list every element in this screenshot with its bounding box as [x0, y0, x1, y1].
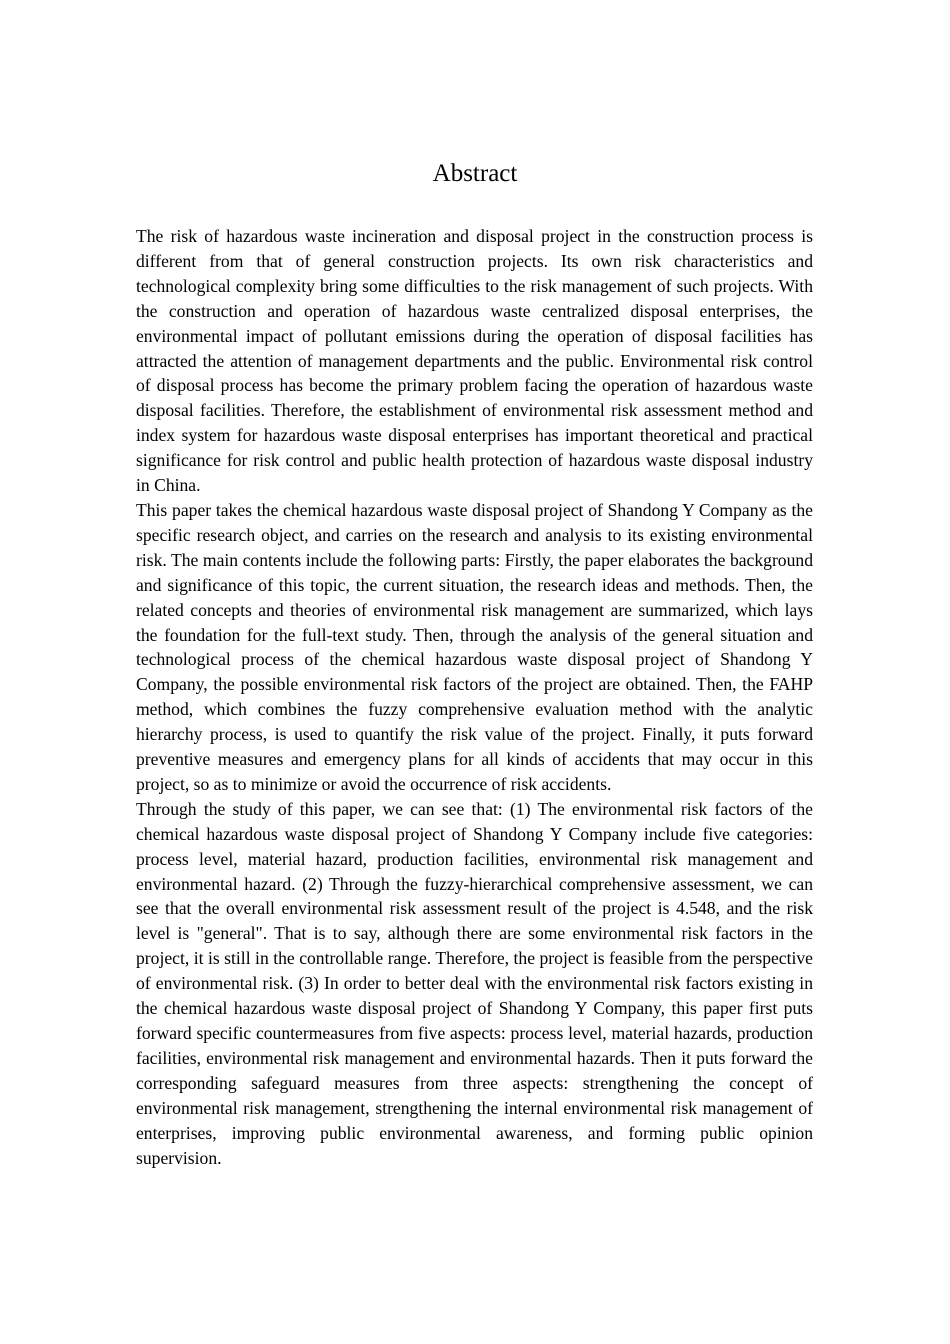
abstract-paragraph-3: Through the study of this paper, we can see that: (1) The environmental risk factors of the chemical hazardous waste disposal project of Shandong Y Company include five categories: process level, material hazard, production facilities, environmental risk management and environmental hazard. (2) Through the fuzzy-hierarchical comprehensive assessment, we can see that the overall environmental risk assessment result of the project is 4.548, and the risk level is "general". That is to say, although there are some environmental risk factors in the project, it is still in the controllable range. Therefore, the project is feasible from the perspective of environmental risk. (3) In order to better deal with the environmental risk factors existing in the chemical hazardous waste disposal project of Shandong Y Company, this paper first puts forward specific countermeasures from five aspects: process level, material hazards, production facilities, environmental risk management and environmental hazards. Then it puts forward the corresponding safeguard measures from three aspects: strengthening the concept of environmental risk management, strengthening the internal environmental risk management of enterprises, improving public environmental awareness, and forming public opinion supervision. [136, 798, 813, 1168]
abstract-paragraph-1: The risk of hazardous waste incineration and disposal project in the construction process is different from that of general construction projects. Its own risk characteristics and technological complexity bring some difficulties to the risk management of such projects. With the construction and operation of hazardous waste centralized disposal enterprises, the environmental impact of pollutant emissions during the operation of disposal facilities has attracted the attention of management departments and the public. Environmental risk control of disposal process has become the primary problem facing the operation of hazardous waste disposal facilities. Therefore, the establishment of environmental risk assessment method and index system for hazardous waste disposal enterprises has important theoretical and practical significance for risk control and public health protection of hazardous waste disposal industry in China. [136, 226, 813, 496]
page-title: Abstract [432, 160, 518, 187]
abstract-paragraph-2: This paper takes the chemical hazardous waste disposal project of Shandong Y Company as the specific research object, and carries on the research and analysis to its existing environmental risk. The main contents include the following parts: Firstly, the paper elaborates the background and significance of this topic, the current situation, the research ideas and methods. Then, the related concepts and theories of environmental risk management are summarized, which lays the foundation for the full-text study. Then, through the analysis of the general situation and technological process of the chemical hazardous waste disposal project of Shandong Y Company, the possible environmental risk factors of the project are obtained. Then, the FAHP method, which combines the fuzzy comprehensive evaluation method with the analytic hierarchy process, is used to quantify the risk value of the project. Finally, it puts forward preventive measures and emergency plans for all kinds of accidents that may occur in this project, so as to minimize or avoid the occurrence of risk accidents. [136, 499, 813, 794]
abstract-body [136, 224, 813, 1170]
